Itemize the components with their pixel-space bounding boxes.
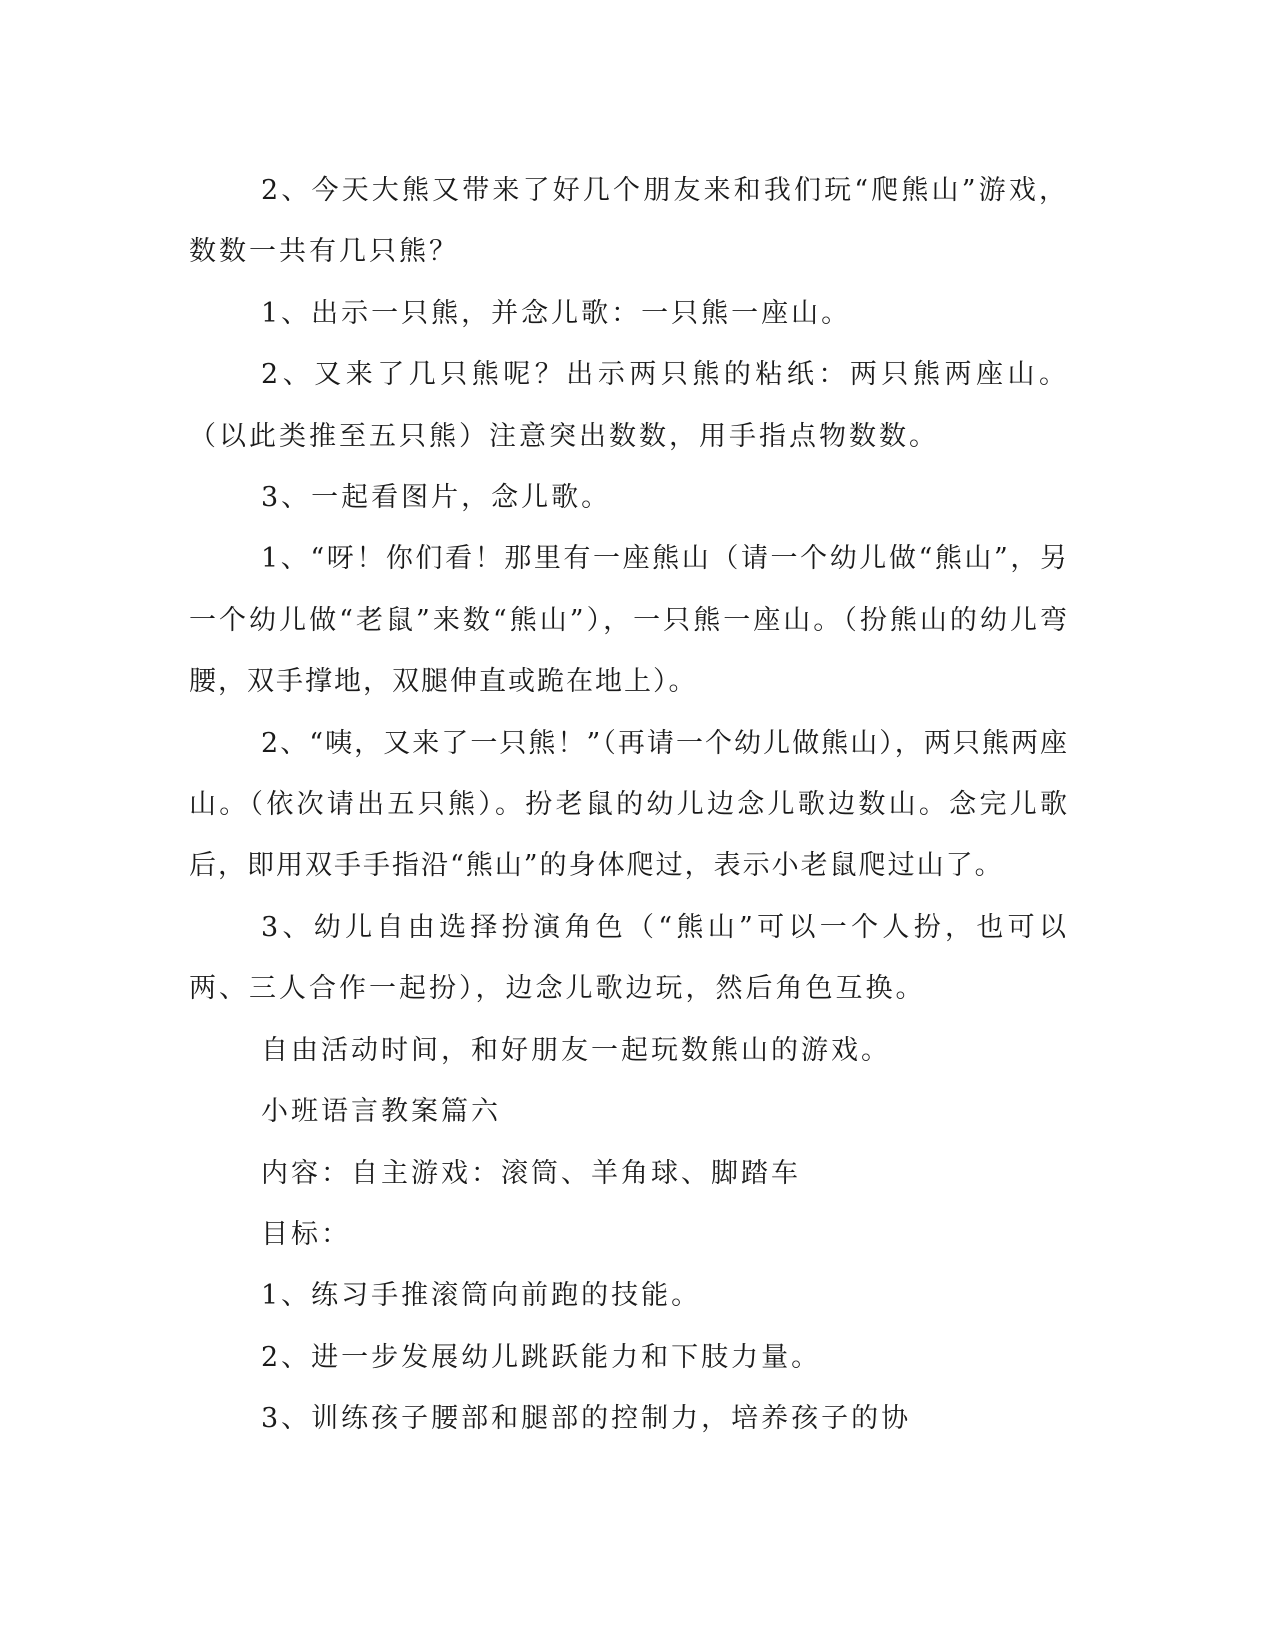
paragraph: 3、一起看图片，念儿歌。 bbox=[261, 482, 612, 514]
paragraph: 1、“呀！你们看！那里有一座熊山（请一个幼儿做“熊山”，另一个幼儿做“老鼠”来数“熊山”），一只熊一座山。（扮熊山的幼儿弯腰，双手撑地，双腿伸直或跪在地上）。 bbox=[189, 543, 1069, 698]
paragraph: 2、进一步发展幼儿跳跃能力和下肢力量。 bbox=[261, 1341, 822, 1373]
paragraph: 2、又来了几只熊呢？出示两只熊的粘纸：两只熊两座山。（以此类推至五只熊）注意突出数数，用手指点物数数。 bbox=[189, 359, 1069, 452]
section-heading: 小班语言教案篇六 bbox=[261, 1096, 501, 1128]
paragraph: 1、练习手推滚筒向前跑的技能。 bbox=[261, 1280, 702, 1312]
paragraph: 2、“咦，又来了一只熊！”（再请一个幼儿做熊山），两只熊两座山。（依次请出五只熊）。扮老鼠的幼儿边念儿歌边数山。念完儿歌后，即用双手手指沿“熊山”的身体爬过，表示小老鼠爬过山了。 bbox=[189, 727, 1069, 882]
paragraph: 2、今天大熊又带来了好几个朋友来和我们玩“爬熊山”游戏，数数一共有几只熊？ bbox=[189, 175, 1069, 268]
paragraph: 1、出示一只熊，并念儿歌：一只熊一座山。 bbox=[261, 297, 852, 329]
document-body bbox=[189, 160, 1069, 1450]
paragraph: 3、幼儿自由选择扮演角色（“熊山”可以一个人扮，也可以两、三人合作一起扮），边念儿歌边玩，然后角色互换。 bbox=[189, 911, 1069, 1005]
paragraph: 目标： bbox=[261, 1218, 351, 1250]
paragraph: 3、训练孩子腰部和腿部的控制力，培养孩子的协 bbox=[261, 1403, 912, 1435]
paragraph: 自由活动时间，和好朋友一起玩数熊山的游戏。 bbox=[261, 1034, 891, 1066]
paragraph: 内容：自主游戏：滚筒、羊角球、脚踏车 bbox=[261, 1157, 801, 1189]
